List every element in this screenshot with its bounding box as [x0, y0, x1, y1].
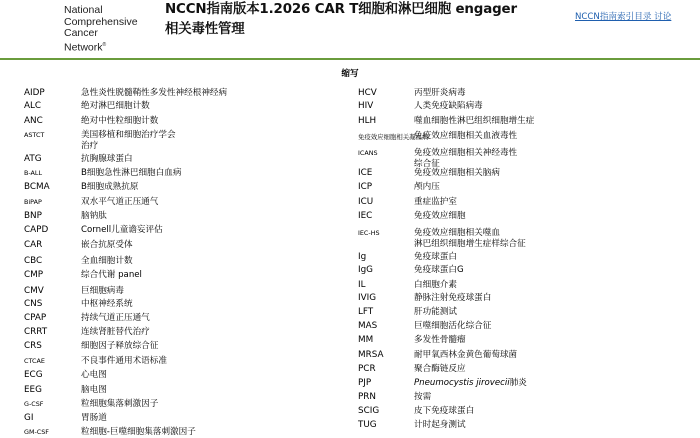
abbreviation-definition [414, 335, 466, 346]
definition-line: 颅内压 [414, 182, 440, 192]
abbreviation-term: HIV [358, 101, 374, 111]
abbreviation-term: EEG [24, 385, 42, 395]
definition-line: 细胞因子释放综合征 [81, 341, 159, 351]
definition-line: 淋巴组织细胞增生症样综合征 [414, 239, 526, 249]
definition-line: 多发性骨髓瘤 [414, 335, 466, 345]
abbreviation-term: IVIG [358, 293, 377, 303]
abbreviation-definition [81, 270, 142, 281]
abbreviation-definition [81, 341, 158, 352]
definition-line: 免疫球蛋白 [414, 252, 457, 262]
abbreviation-definition [81, 182, 138, 193]
definition-line: 人类免疫缺陷病毒 [414, 101, 483, 111]
abbreviation-term: AIDP [24, 88, 45, 98]
abbreviation-term: CRS [24, 341, 42, 351]
definition-line [414, 378, 527, 389]
abbreviation-definition [81, 327, 150, 338]
abbreviation-term: CAPD [24, 225, 49, 235]
abbreviation-term: B-ALL [24, 169, 43, 177]
definition-line: B细胞成熟抗原 [81, 182, 139, 192]
abbreviation-definition [414, 101, 483, 112]
abbreviation-definition [414, 131, 517, 142]
abbreviation-definition [81, 116, 158, 127]
definition-line: 免疫效应细胞相关神经毒性 [414, 148, 518, 158]
abbreviation-term: CRRT [24, 327, 48, 337]
abbreviation-definition [414, 350, 517, 361]
logo-line: Comprehensive [64, 15, 138, 28]
abbreviation-definition [414, 252, 457, 263]
abbreviation-term: IEC [358, 211, 373, 221]
definition-line: 美国移植和细胞治疗学会 [81, 130, 176, 140]
abbreviation-definition [81, 385, 107, 396]
abbreviation-term: ANC [24, 116, 43, 126]
abbreviation-definition [81, 399, 158, 410]
abbreviation-definition [81, 299, 133, 310]
abbreviation-definition [81, 313, 150, 324]
definition-line: 嵌合抗原受体 [81, 240, 133, 250]
abbreviation-term: CNS [24, 299, 43, 309]
abbreviation-term: HLH [358, 116, 377, 126]
nccn-logo [64, 5, 144, 54]
abbreviation-definition [81, 256, 133, 267]
logo-line: National [64, 4, 103, 16]
abbreviation-definition [81, 88, 227, 99]
abbreviation-term: GI [24, 413, 34, 423]
abbreviation-definition [414, 364, 466, 375]
abbreviation-term: IL [358, 280, 366, 290]
abbreviation-term: 免疫效应细胞相关凝血病 [358, 133, 429, 141]
abbreviation-definition [414, 148, 517, 170]
definition-tail: 肺炎 [509, 378, 527, 388]
definition-line: 双水平气道正压通气 [81, 197, 159, 207]
abbreviation-term: PCR [358, 364, 376, 374]
logo-line: Cancer [64, 27, 98, 39]
abbreviation-definition [414, 197, 457, 208]
definition-line: 粒细胞集落刺激因子 [81, 399, 159, 409]
page-title [165, 0, 565, 40]
abbreviation-term: CPAP [24, 313, 47, 323]
abbreviation-term: MM [358, 335, 374, 345]
abbreviation-term: ASTCT [24, 131, 45, 139]
definition-line: 耐甲氧西林金黄色葡萄球菌 [414, 350, 518, 360]
abbreviation-term: CTCAE [24, 357, 45, 365]
definition-line: 巨噬细胞活化综合征 [414, 321, 492, 331]
abbreviation-term: CBC [24, 256, 43, 266]
abbreviation-term: SCIG [358, 406, 380, 416]
abbreviation-definition [81, 154, 133, 165]
abbreviation-definition [414, 211, 466, 222]
abbreviation-term: CMV [24, 286, 44, 296]
abbreviation-definition [414, 168, 500, 179]
definition-line: 肝功能测试 [414, 307, 457, 317]
definition-line: 连续肾脏替代治疗 [81, 327, 150, 337]
abbreviation-term: MRSA [358, 350, 384, 360]
abbreviation-definition [414, 116, 534, 127]
abbreviation-definition [81, 413, 107, 424]
title-line-1: NCCN指南版本1.2026 CAR T细胞和淋巴细胞 engager [165, 2, 517, 17]
abbreviation-term: HCV [358, 88, 377, 98]
abbreviation-term: BCMA [24, 182, 50, 192]
registered-mark: ® [102, 41, 107, 48]
definition-line: 按需 [414, 392, 432, 402]
abbreviation-definition [414, 378, 527, 389]
abbreviation-definition [81, 240, 133, 251]
definition-line: 绝对淋巴细胞计数 [81, 101, 150, 111]
definition-line: 不良事件通用术语标准 [81, 356, 167, 366]
definition-line: 免疫效应细胞相关脑病 [414, 168, 500, 178]
header-divider [0, 58, 700, 60]
abbreviation-definition [81, 225, 163, 236]
abbreviation-definition [414, 321, 491, 332]
definition-line: 噬血细胞性淋巴组织细胞增生症 [414, 116, 535, 126]
abbreviation-term: ECG [24, 370, 43, 380]
abbreviation-term: IgG [358, 265, 373, 275]
definition-line: 治疗 [81, 141, 99, 151]
definition-line: 持续气道正压通气 [81, 313, 150, 323]
abbreviation-term: ICANS [358, 149, 378, 157]
abbreviation-term: MAS [358, 321, 378, 331]
page-header [0, 0, 700, 56]
definition-line: 脑钠肽 [81, 211, 107, 221]
abbreviation-definition [414, 307, 457, 318]
abbreviation-definition [414, 265, 464, 276]
definition-line: 静脉注射免疫球蛋白 [414, 293, 492, 303]
abbreviation-term: G-CSF [24, 400, 44, 408]
definition-line: 心电图 [81, 370, 107, 380]
abbreviation-term: ALC [24, 101, 42, 111]
abbreviation-definition [414, 228, 526, 250]
definition-line: 粒细胞-巨噬细胞集落刺激因子 [81, 427, 196, 437]
abbreviation-term: GM-CSF [24, 428, 49, 436]
definition-line: 重症监护室 [414, 197, 457, 207]
definition-line: 中枢神经系统 [81, 299, 133, 309]
abbreviation-term: CAR [24, 240, 43, 250]
abbreviation-term: CMP [24, 270, 44, 280]
italic-term: Pneumocystis jirovecii [414, 378, 510, 388]
abbreviation-definition [81, 211, 107, 222]
definition-line: 胃肠道 [81, 413, 107, 423]
abbreviation-term: TUG [358, 420, 377, 430]
definition-line: 计时起身测试 [414, 420, 466, 430]
abbreviation-term: ATG [24, 154, 42, 164]
abbreviation-definition [81, 101, 150, 112]
abbreviation-term: ICU [358, 197, 374, 207]
abbreviation-term: ICP [358, 182, 373, 192]
definition-line: 白细胞介素 [414, 280, 457, 290]
abbreviation-definition [414, 406, 474, 417]
definition-line: 综合代谢 panel [81, 270, 142, 280]
abbreviation-term: BNP [24, 211, 42, 221]
abbreviation-term: Ig [358, 252, 367, 262]
abbreviation-term: PJP [358, 378, 372, 388]
definition-line: 绝对中性粒细胞计数 [81, 116, 159, 126]
abbreviation-definition [414, 88, 466, 99]
definition-line: 免疫效应细胞相关血液毒性 [414, 131, 518, 141]
abbreviation-definition [81, 197, 158, 208]
title-line-2: 相关毒性管理 [165, 22, 245, 37]
definition-line: B细胞急性淋巴细胞白血病 [81, 168, 182, 178]
abbreviation-definition [414, 420, 466, 431]
definition-line: 抗胸腺球蛋白 [81, 154, 133, 164]
definition-line: 丙型肝炎病毒 [414, 88, 466, 98]
abbreviation-term: ICE [358, 168, 373, 178]
definition-line: Cornell儿童谵妄评估 [81, 225, 163, 235]
abbreviation-definition [414, 182, 440, 193]
definition-line: 综合征 [414, 159, 440, 169]
abbreviation-definition [81, 168, 181, 179]
definition-line: 免疫球蛋白G [414, 265, 464, 275]
abbreviation-term: PRN [358, 392, 376, 402]
abbreviation-term: IEC-HS [358, 229, 380, 237]
guidelines-index-discussion-link[interactable]: NCCN指南索引目录 讨论 [575, 12, 672, 22]
abbreviation-definition [414, 392, 431, 403]
abbreviation-definition [81, 130, 176, 152]
abbreviation-definition [414, 280, 457, 291]
definition-line: 脑电图 [81, 385, 107, 395]
definition-line: 皮下免疫球蛋白 [414, 406, 475, 416]
abbreviation-term: LFT [358, 307, 374, 317]
definition-line: 聚合酶链反应 [414, 364, 466, 374]
definition-line: 全血细胞计数 [81, 256, 133, 266]
definition-line: 免疫效应细胞相关噬血 [414, 228, 500, 238]
definition-line: 巨细胞病毒 [81, 286, 124, 296]
abbreviation-definition [81, 370, 107, 381]
section-title: 缩写 [341, 69, 359, 79]
abbreviation-term: BiPAP [24, 198, 42, 206]
abbreviation-definition [414, 293, 491, 304]
logo-line: Network® [64, 41, 107, 53]
abbreviation-definition [81, 356, 167, 367]
definition-line: 急性炎性脱髓鞘性多发性神经根神经病 [81, 88, 228, 98]
abbreviation-definition [81, 286, 124, 297]
abbreviation-definition [81, 427, 196, 438]
definition-line: 免疫效应细胞 [414, 211, 466, 221]
